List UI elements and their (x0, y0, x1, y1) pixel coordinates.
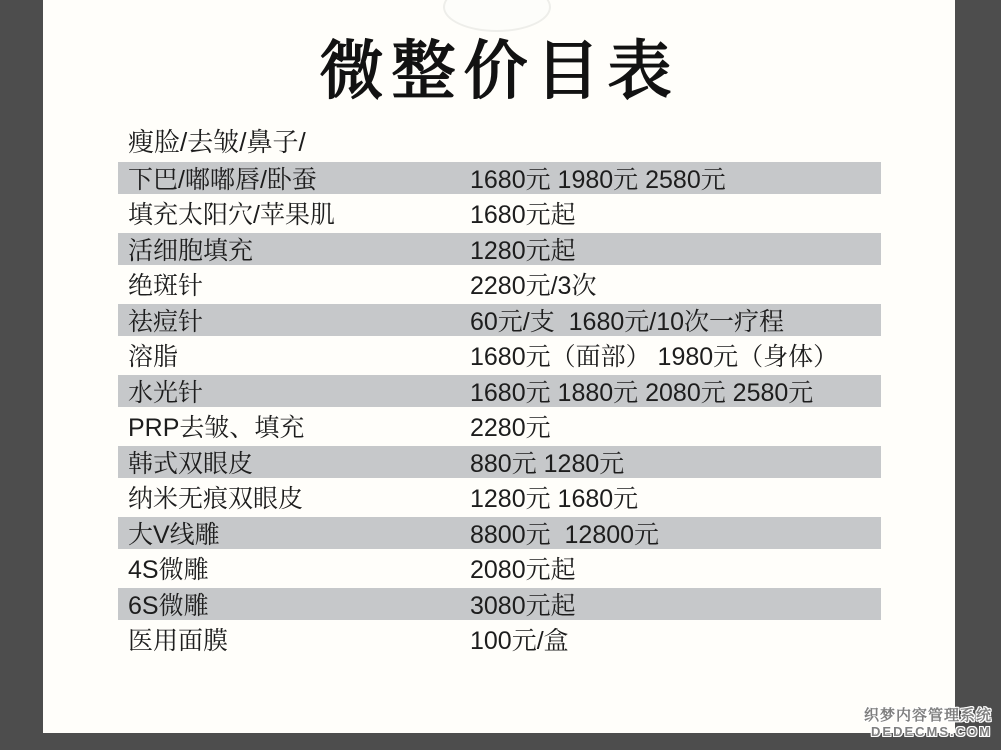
price-table (118, 160, 881, 657)
item-price: 3080元起 (470, 591, 576, 620)
item-name: 6S微雕 (128, 591, 209, 620)
item-name: 溶脂 (128, 343, 179, 372)
item-name: 韩式双眼皮 (128, 449, 254, 478)
table-row (118, 373, 881, 409)
table-row (118, 515, 881, 551)
table-row (118, 231, 881, 267)
item-price: 2280元 (470, 414, 551, 443)
item-price: 2080元起 (470, 556, 576, 585)
table-row (118, 480, 881, 516)
table-row (118, 160, 881, 196)
item-name: 填充太阳穴/苹果肌 (128, 201, 335, 230)
item-name: 绝斑针 (128, 272, 204, 301)
item-price: 100元/盒 (470, 627, 569, 656)
category-header: 瘦脸/去皱/鼻子/ (128, 127, 306, 157)
bottom-frame-band (0, 733, 1001, 750)
left-frame-band (0, 0, 43, 750)
table-row (118, 338, 881, 374)
item-name: 大V线雕 (128, 520, 220, 549)
item-name: 纳米无痕双眼皮 (128, 485, 304, 514)
item-name: 祛痘针 (128, 307, 204, 336)
table-row (118, 586, 881, 622)
table-row (118, 551, 881, 587)
item-price: 1680元 1980元 2580元 (470, 165, 726, 194)
item-price: 1680元起 (470, 201, 576, 230)
table-row (118, 196, 881, 232)
table-row (118, 267, 881, 303)
table-row (118, 409, 881, 445)
item-price: 2280元/3次 (470, 272, 597, 301)
item-price: 880元 1280元 (470, 449, 625, 478)
item-name: PRP去皱、填充 (128, 414, 305, 443)
watermark (864, 707, 992, 740)
item-name: 医用面膜 (128, 627, 229, 656)
item-name: 下巴/嘟嘟唇/卧蚕 (128, 165, 317, 194)
item-name: 活细胞填充 (128, 236, 254, 265)
watermark-cms-name: 织梦内容管理系统 (863, 707, 992, 724)
right-frame-band (955, 0, 1001, 750)
page-title: 微整价目表 (319, 35, 680, 107)
watermark-cms-url: DEDECMS.COM (871, 724, 992, 739)
item-name: 4S微雕 (128, 556, 209, 585)
table-row (118, 444, 881, 480)
table-row (118, 622, 881, 658)
item-price: 1280元 1680元 (470, 485, 639, 514)
item-price: 8800元 12800元 (470, 520, 660, 549)
item-price: 60元/支 1680元/10次一疗程 (470, 307, 785, 336)
table-row (118, 302, 881, 338)
item-name: 水光针 (128, 378, 204, 407)
item-price: 1280元起 (470, 236, 576, 265)
item-price: 1680元（面部） 1980元（身体） (470, 343, 839, 372)
item-price: 1680元 1880元 2080元 2580元 (470, 378, 814, 407)
